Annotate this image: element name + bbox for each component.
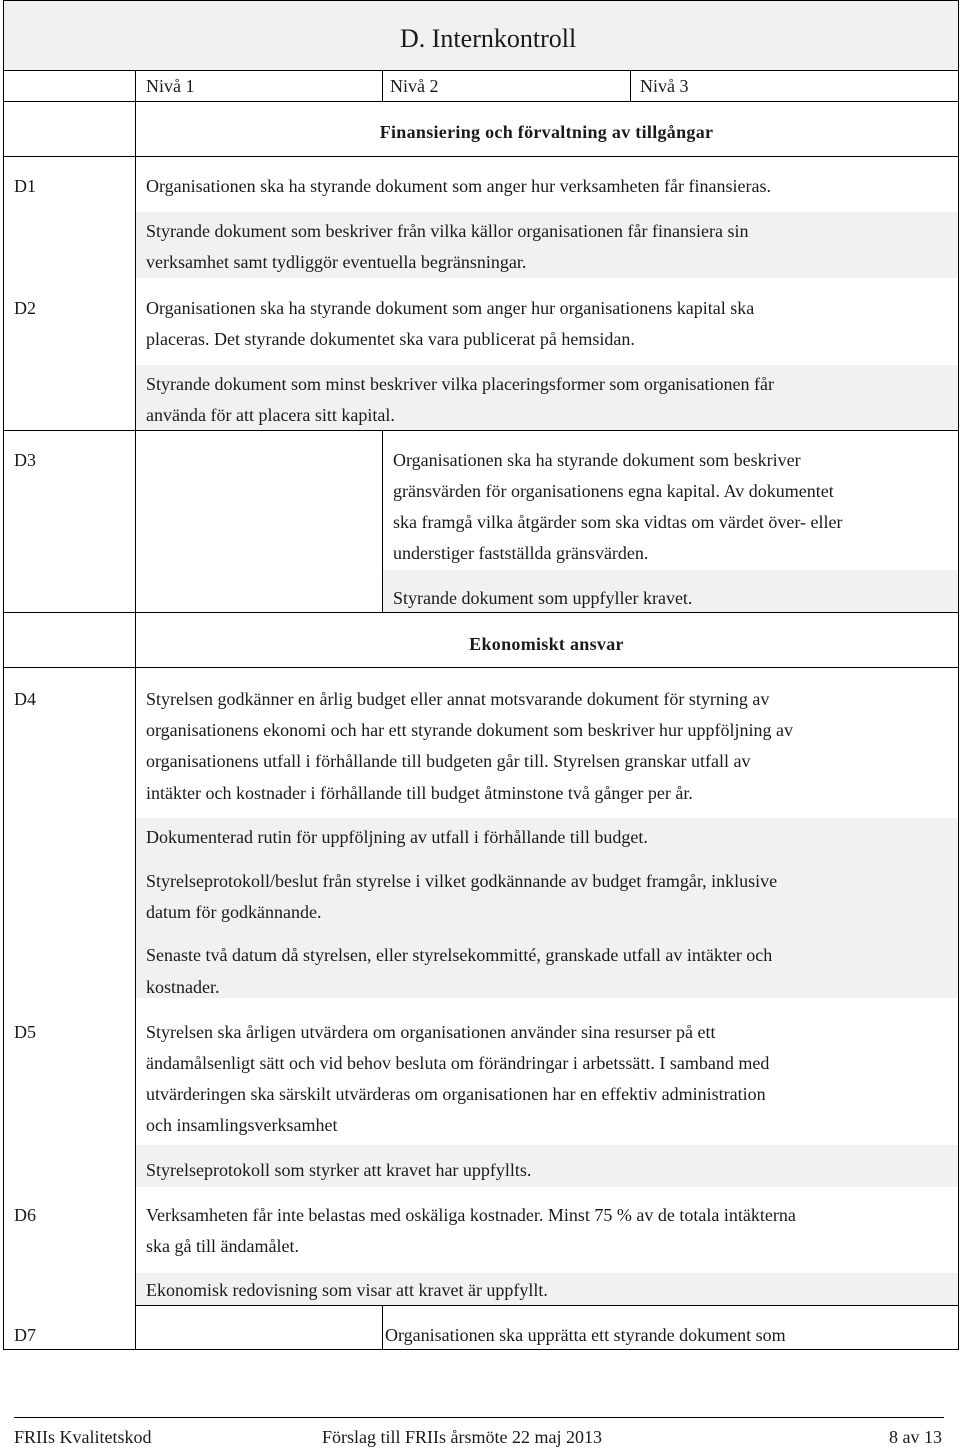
d4-evidence-3-line-1: Senaste två datum då styrelsen, eller styrelsekommitté, granskade utfall av intäkter och [146,945,773,965]
row-label-d5: D5 [14,1022,36,1042]
rule [3,0,958,1]
d6-requirement-line-1: Verksamheten får inte belastas med oskäliga kostnader. Minst 75 % av de totala intäkterna [146,1205,796,1225]
d1-evidence-line-2: verksamhet samt tydliggör eventuella begränsningar. [146,252,527,272]
row-label-d7: D7 [14,1325,36,1345]
d2-evidence-line-1: Styrande dokument som minst beskriver vilka placeringsformer som organisationen får [146,374,775,394]
d4-evidence-2-line-1: Styrelseprotokoll/beslut från styrelse i vilket godkännande av budget framgår, inklusive [146,871,778,891]
rule [630,70,631,101]
d3-requirement-line-2: gränsvärden för organisationens egna kapital. Av dokumentet [393,481,834,501]
rule [382,430,383,612]
rule [958,0,959,1350]
rule [382,70,383,101]
rule [3,156,958,157]
rule [3,667,958,668]
d4-requirement-line-3: organisationens utfall i förhållande till budgeten går till. Styrelsen granskar utfall av [146,751,751,771]
level-2-header: Nivå 2 [390,76,439,96]
row-label-d3: D3 [14,450,36,470]
d1-requirement: Organisationen ska ha styrande dokument som anger hur verksamheten får finansieras. [146,176,771,196]
footer-page-number: 8 av 13 [889,1427,942,1447]
rule [135,70,136,1350]
d2-requirement-line-1: Organisationen ska ha styrande dokument som anger hur organisationens kapital ska [146,298,755,318]
d3-evidence: Styrande dokument som uppfyller kravet. [393,588,693,608]
level-3-header: Nivå 3 [640,76,689,96]
level-1-header: Nivå 1 [146,76,195,96]
section-title: D. Internkontroll [400,24,577,53]
d4-requirement-line-1: Styrelsen godkänner en årlig budget eller annat motsvarande dokument för styrning av [146,689,770,709]
section-heading-economy: Ekonomiskt ansvar [469,634,624,654]
d4-evidence-1: Dokumenterad rutin för uppföljning av utfall i förhållande till budget. [146,827,648,847]
d5-requirement-line-3: utvärderingen ska särskilt utvärderas om organisationen har en effektiv administration [146,1084,766,1104]
section-heading-finance: Finansiering och förvaltning av tillgångar [379,122,714,142]
d4-requirement-line-4: intäkter och kostnader i förhållande till budget åtminstone två gånger per år. [146,783,693,803]
d4-evidence-2-line-2: datum för godkännande. [146,902,322,922]
d5-requirement-line-4: och insamlingsverksamhet [146,1115,338,1135]
d7-requirement: Organisationen ska upprätta ett styrande dokument som [385,1325,786,1345]
footer-left: FRIIs Kvalitetskod [14,1427,152,1447]
row-label-d1: D1 [14,176,36,196]
d4-evidence-3-line-2: kostnader. [146,977,220,997]
row-label-d4: D4 [14,689,36,709]
row-label-d6: D6 [14,1205,36,1225]
rule [3,0,4,1350]
d3-requirement-line-4: understiger fastställda gränsvärden. [393,543,649,563]
footer-rule [14,1417,944,1418]
d3-requirement-line-1: Organisationen ska ha styrande dokument som beskriver [393,450,801,470]
d6-requirement-line-2: ska gå till ändamålet. [146,1236,299,1256]
row-label-d2: D2 [14,298,36,318]
d3-requirement-line-3: ska framgå vilka åtgärder som ska vidtas om värdet över- eller [393,512,843,532]
d5-evidence: Styrelseprotokoll som styrker att kravet har uppfyllts. [146,1160,532,1180]
d4-requirement-line-2: organisationens ekonomi och har ett styrande dokument som beskriver hur uppföljning av [146,720,794,740]
d1-evidence-line-1: Styrande dokument som beskriver från vilka källor organisationen får finansiera sin [146,221,749,241]
d2-requirement-line-2: placeras. Det styrande dokumentet ska vara publicerat på hemsidan. [146,329,635,349]
d6-evidence: Ekonomisk redovisning som visar att kravet är uppfyllt. [146,1280,548,1300]
d5-requirement-line-2: ändamålsenligt sätt och vid behov besluta om förändringar i arbetssätt. I samband med [146,1053,770,1073]
rule [382,1305,383,1349]
d5-requirement-line-1: Styrelsen ska årligen utvärdera om organisationen använder sina resurser på ett [146,1022,716,1042]
d2-evidence-line-2: använda för att placera sitt kapital. [146,405,395,425]
footer-center: Förslag till FRIIs årsmöte 22 maj 2013 [322,1427,602,1447]
